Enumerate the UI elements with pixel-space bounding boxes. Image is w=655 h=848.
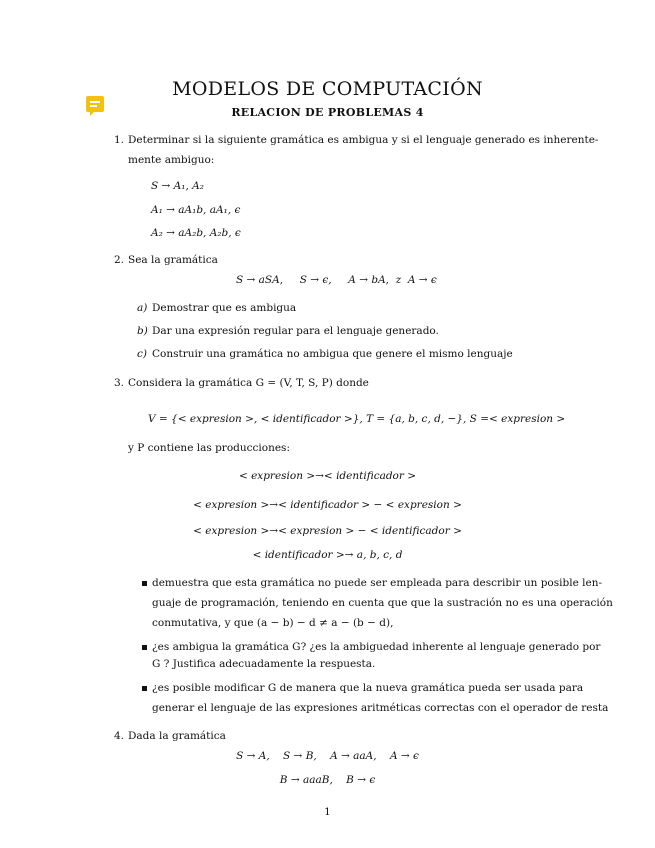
problem-3-number: 3.: [114, 377, 125, 389]
problem-2-item-b-label: b): [137, 325, 148, 337]
problem-3-bullet-2-line-1: ¿es ambigua la gramática G? ¿es la ambiguedad inherente al lenguaje generado por: [152, 641, 601, 653]
problem-1-line-2: mente ambiguo:: [128, 154, 215, 166]
page-subtitle: RELACION DE PROBLEMAS 4: [231, 106, 424, 119]
problem-3-definition: V = {< expresion >, < identificador >}, T = {a, b, c, d, −}, S =< expresion >: [148, 413, 566, 425]
problem-3-bullet-2-line-2: G ? Justifica adecuadamente la respuesta.: [152, 658, 376, 670]
problem-2-item-c-label: c): [137, 348, 147, 360]
problem-3-intro: Considera la gramática G = (V, T, S, P) donde: [128, 377, 369, 389]
page-title: MODELOS DE COMPUTACIÓN: [172, 78, 483, 100]
problem-1-line-1: Determinar si la siguiente gramática es ambigua y si el lenguaje generado es inherente-: [128, 134, 599, 146]
problem-3-productions-intro: y P contiene las producciones:: [128, 442, 290, 454]
problem-3-bullet-3-line-1: ¿es posible modificar G de manera que la nueva gramática pueda ser usada para: [152, 682, 584, 694]
problem-1-production-1: S → A₁, A₂: [151, 180, 204, 192]
problem-3-production-2: < expresion >→< identificador > − < expresion >: [193, 499, 462, 511]
bullet-marker: [142, 686, 147, 691]
problem-2-item-a-text: Demostrar que es ambigua: [152, 302, 297, 314]
problem-3-bullet-1-line-2: guaje de programación, teniendo en cuenta que que la sustración no es una operación: [152, 597, 613, 609]
problem-2-item-a-label: a): [137, 302, 148, 314]
problem-2-item-b-text: Dar una expresión regular para el lenguaje generado.: [152, 325, 439, 337]
problem-2-formula: S → aSA, S → ϵ, A → bA, z A → ϵ: [236, 274, 437, 286]
problem-4-intro: Dada la gramática: [128, 730, 226, 742]
page-number: 1: [324, 806, 331, 818]
problem-2-item-c-text: Construir una gramática no ambigua que genere el mismo lenguaje: [152, 348, 513, 360]
bullet-marker: [142, 581, 147, 586]
problem-4-formula-1: S → A, S → B, A → aaA, A → ϵ: [236, 750, 419, 762]
problem-3-production-3: < expresion >→< expresion > − < identificador >: [193, 525, 462, 537]
problem-2-intro: Sea la gramática: [128, 254, 218, 266]
problem-3-production-1: < expresion >→< identificador >: [238, 470, 417, 482]
problem-3-bullet-3-line-2: generar el lenguaje de las expresiones aritméticas correctas con el operador de resta: [152, 702, 609, 714]
problem-1-production-2: A₁ → aA₁b, aA₁, ϵ: [151, 204, 241, 216]
problem-3-bullet-1-line-1: demuestra que esta gramática no puede ser empleada para describir un posible len-: [152, 577, 602, 589]
problem-4-formula-2: B → aaaB, B → ϵ: [279, 774, 376, 786]
problem-2-number: 2.: [114, 254, 125, 266]
problem-1-number: 1.: [114, 134, 125, 146]
problem-4-number: 4.: [114, 730, 125, 742]
bullet-marker: [142, 645, 147, 650]
problem-1-production-3: A₂ → aA₂b, A₂b, ϵ: [151, 227, 241, 239]
problem-3-production-4: < identificador >→ a, b, c, d: [252, 549, 403, 561]
problem-3-bullet-1-line-3: conmutativa, y que (a − b) − d ≠ a − (b − d),: [152, 617, 394, 629]
